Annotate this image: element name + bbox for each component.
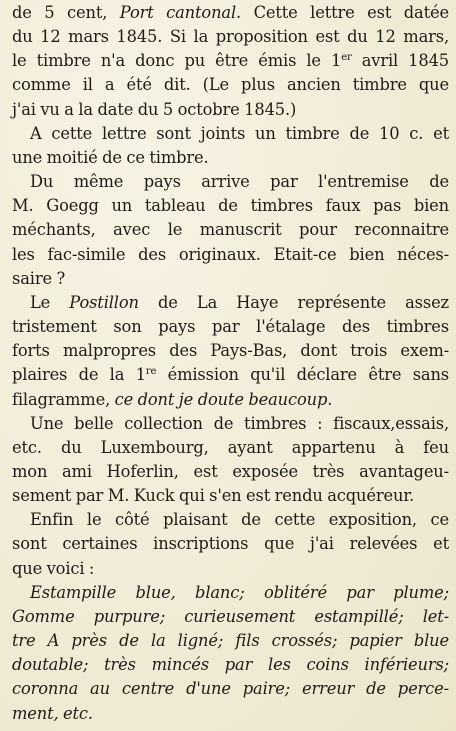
superscript: er (341, 52, 352, 64)
text-line: j'ai vu a la date du 5 octobre 1845.) (12, 99, 297, 119)
italic-text: Postillon (69, 292, 139, 312)
italic-text: Gomme purpure; curieusement estampillé; let- (12, 606, 449, 626)
paragraph-p6 (12, 508, 449, 580)
paragraph-p7 (12, 581, 449, 726)
text-line: Une belle collection de timbres : fiscaux,essais, (30, 413, 449, 433)
text-line: plaires de la 1re émission qu'il déclare être sans (12, 365, 449, 385)
italic-text: tre A près de la ligné; fils crossés; papier blue (12, 631, 449, 651)
paragraph-p5 (12, 412, 449, 509)
text-line: sement par M. Kuck qui s'en est rendu acquéreur. (12, 486, 415, 506)
text-line: sont certaines inscriptions que j'ai relevées et (12, 534, 449, 554)
paragraph-p3 (12, 170, 449, 291)
text-line: de 5 cent, Port cantonal. Cette lettre est datée (12, 3, 449, 22)
text-line: Du même pays arrive par l'entremise de (30, 172, 449, 192)
paragraph-p1 (12, 1, 449, 122)
text-line: filagramme, ce dont je doute beaucoup. (12, 389, 333, 409)
text-line: une moitié de ce timbre. (12, 147, 209, 167)
superscript: re (145, 366, 157, 378)
text-line: M. Goegg un tableau de timbres faux pas bien (12, 196, 449, 216)
italic-text: Port cantonal (119, 3, 237, 22)
italic-text: ment, etc. (12, 703, 93, 723)
italic-text: ce dont je doute beaucoup (114, 389, 328, 409)
text-line: méchants, avec le manuscrit pour reconnaitre (12, 220, 449, 240)
text-line: etc. du Luxembourg, ayant appartenu à feu (12, 437, 449, 457)
text-line: le timbre n'a donc pu être émis le 1er avril 1845 (12, 51, 449, 71)
text-line: du 12 mars 1845. Si la proposition est du 12 mars, (12, 27, 449, 47)
text-line: saire ? (12, 268, 66, 288)
text-line (12, 702, 449, 726)
text-line (12, 581, 449, 605)
text-line: Le Postillon de La Haye représente assez (30, 292, 449, 312)
paragraph-p4 (12, 291, 449, 412)
paragraph-p2 (12, 122, 449, 170)
text-line (12, 629, 449, 653)
text-line: les fac-simile des originaux. Etait-ce bien néces- (12, 244, 449, 264)
italic-text: coronna au centre d'une paire; erreur de perce- (12, 679, 449, 699)
text-line: que voici : (12, 558, 95, 578)
text-line: Enfin le côté plaisant de cette exposition, ce (30, 510, 449, 530)
text-line: comme il a été dit. (Le plus ancien timbre que (12, 75, 449, 95)
text-line: mon ami Hoferlin, est exposée très avantageu- (12, 461, 449, 481)
text-line: tristement son pays par l'étalage des timbres (12, 317, 449, 337)
text-line (12, 653, 449, 677)
text-line: A cette lettre sont joints un timbre de 10 c. et (30, 123, 449, 143)
italic-text: doutable; très mincés par les coins inférieurs; (12, 655, 449, 675)
italic-text: Estampille blue, blanc; oblitéré par plume; (30, 582, 449, 602)
text-line (12, 677, 449, 701)
text-line: forts malpropres des Pays-Bas, dont trois exem- (12, 341, 449, 361)
text-line (12, 605, 449, 629)
